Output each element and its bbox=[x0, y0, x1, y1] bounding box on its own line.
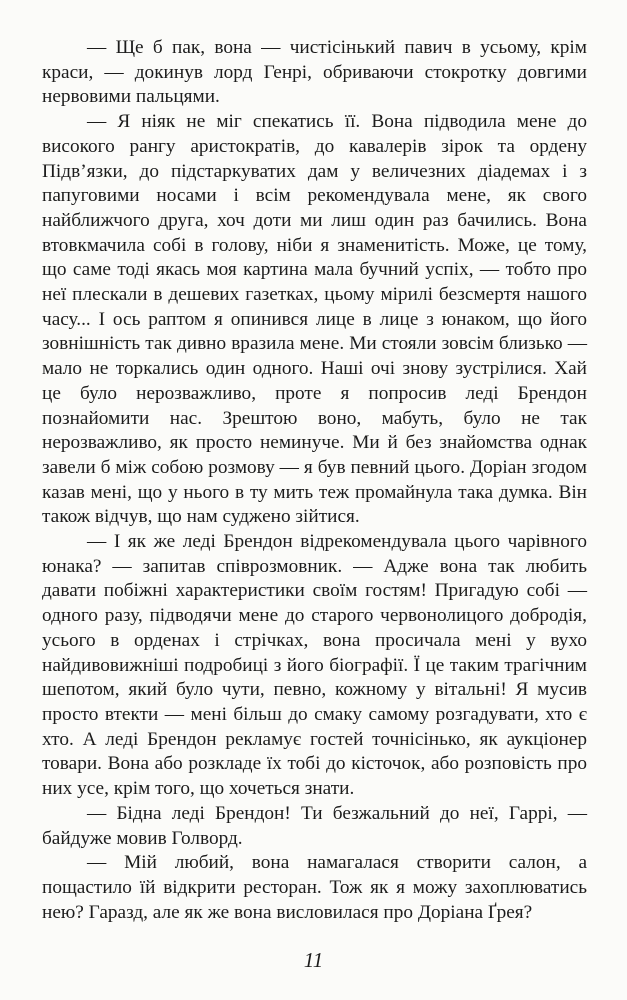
paragraph: — Ще б пак, вона — чистісінький павич в усьому, крім краси, — докинув лорд Генрі, обриваючи стокротку довгими нервовими пальцями. bbox=[42, 37, 587, 108]
paragraph: — Мій любий, вона намагалася створити салон, а пощастило їй відкрити ресторан. Тож як я можу захоплюватись нею? Гаразд, але як же вона висловилася про Доріана Ґрея? bbox=[42, 852, 587, 923]
page-number: 11 bbox=[303, 948, 324, 972]
body-text bbox=[42, 36, 587, 925]
paragraph: — І як же леді Брендон відрекомендувала цього чарівного юнака? — запитав співрозмовник. — Адже вона так любить давати побіжні характеристики своїм гостям! Пригадую собі — одного разу, підводячи мене до старого червонолицого добродія, усього в орденах і стрічках, вона просичала мені у вухо найдивовижніші подробиці з його біографії. Ї це таким трагічним шепотом, який було чути, певно, кожному у вітальні! Я мусив просто втекти — мені більш до смаку самому розгадувати, хто є хто. А леді Брендон рекламує гостей точнісінько, як аукціонер товари. Вона або розкладе їх тобі до кісточок, або розповість про них усе, крім того, що хочеться знати. bbox=[42, 531, 587, 800]
paragraph: — Я ніяк не міг спекатись її. Вона підводила мене до високого рангу аристократів, до кавалерів зірок та ордену Підв’язки, до підстаркуватих дам у величезних діадемах і з папуговими носами і всім рекомендувала мене, як свого найближчого друга, хоч доти ми лиш один раз бачились. Вона втовкмачила собі в голову, ніби я знаменитість. Може, це тому, що саме тоді якась моя картина мала бучний успіх, — тобто про неї плескали в дешевих газетках, цьому мірилі безсмертя нашого часу... І ось раптом я опинився лице в лице з юнаком, що його зовнішність так дивно вразила мене. Ми стояли зовсім близько — мало не торкались один одного. Наші очі знову зустрілися. Хай це було нерозважливо, проте я попросив леді Брендон познайомити нас. Зрештою воно, мабуть, було не так нерозважливо, як просто неминуче. Ми й без знайомства однак завели б між собою розмову — я був певний цього. Доріан згодом казав мені, що у нього в ту мить теж промайнула така думка. Він також відчув, що нам суджено зійтися. bbox=[42, 111, 587, 528]
paragraph: — Бідна леді Брендон! Ти безжальний до неї, Гаррі, — байдуже мовив Голворд. bbox=[42, 802, 587, 849]
